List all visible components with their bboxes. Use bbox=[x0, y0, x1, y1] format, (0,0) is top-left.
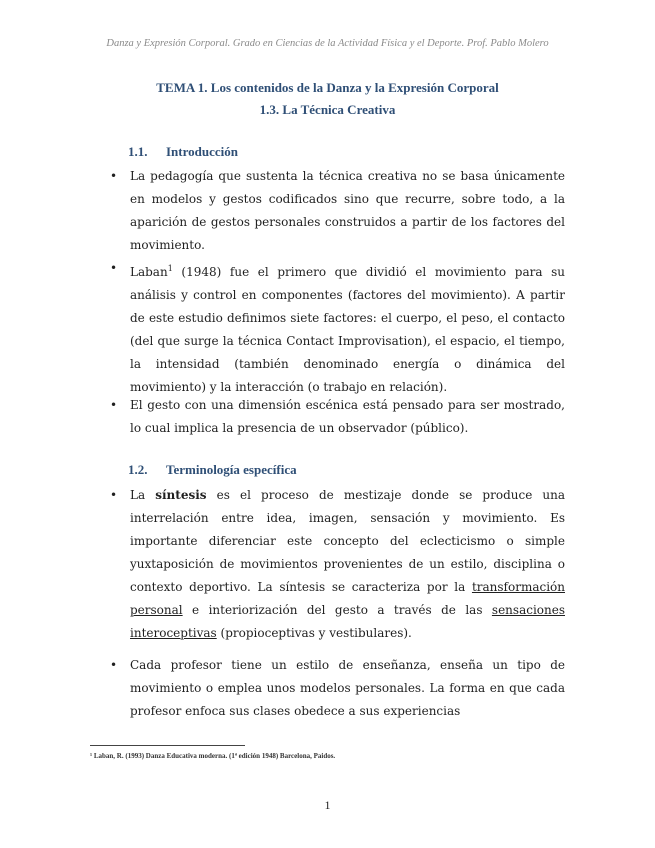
footnote: ¹ Laban, R. (1993) Danza Educativa moderna. (1ª edición 1948) Barcelona, Paidos. bbox=[90, 752, 336, 760]
section-number: 1.1. bbox=[128, 144, 148, 159]
running-header: Danza y Expresión Corporal. Grado en Ciencias de la Actividad Física y el Deporte. Prof. Pablo Molero bbox=[106, 38, 549, 49]
paragraph-text: La bbox=[130, 488, 156, 502]
paragraph: El gesto con una dimensión escénica está pensado para ser mostrado, lo cual implica la presencia de un observador (público). bbox=[130, 398, 565, 435]
document-title: TEMA 1. Los contenidos de la Danza y la Expresión Corporal bbox=[156, 80, 499, 95]
bullet-icon: • bbox=[110, 169, 118, 183]
paragraph-text: es el proceso de mestizaje donde se produce una interrelación entre idea, imagen, sensación y movimiento. Es importante diferenciar este concepto del eclecticismo o simple yuxtaposición de movimientos provenientes de un estilo, disciplina o contexto deportivo. La síntesis se caracteriza por la bbox=[130, 488, 566, 594]
list-item bbox=[110, 484, 565, 645]
paragraph: La pedagogía que sustenta la técnica creativa no se basa únicamente en modelos y gestos codificados sino que recurre, sobre todo, a la aparición de gestos personales construidos a partir de los factores del movimiento. bbox=[130, 169, 565, 252]
bullet-icon: • bbox=[110, 398, 118, 412]
paragraph-text: (propioceptivas y vestibulares). bbox=[216, 626, 412, 640]
author-name: Laban bbox=[130, 265, 168, 279]
paragraph-text: e interiorización del gesto a través de las bbox=[182, 603, 492, 617]
document-subtitle: 1.3. La Técnica Creativa bbox=[259, 102, 396, 117]
underlined-term: sensaciones interoceptivas bbox=[130, 603, 565, 640]
section-heading-terminologia bbox=[128, 462, 297, 478]
section-number: 1.2. bbox=[128, 462, 148, 477]
paragraph: Cada profesor tiene un estilo de enseñanza, enseña un tipo de movimiento o emplea unos modelos personales. La forma en que cada profesor enfoca sus clases obedece a sus experiencias bbox=[130, 658, 565, 718]
bullet-icon: • bbox=[110, 488, 118, 502]
section-title: Terminología específica bbox=[166, 462, 297, 477]
list-item bbox=[110, 257, 565, 399]
list-item bbox=[110, 394, 565, 440]
paragraph bbox=[130, 484, 565, 645]
page-number: 1 bbox=[324, 798, 331, 812]
paragraph-text: (1948) fue el primero que dividió el movimiento para su análisis y control en componentes (factores del movimiento). A partir de este estudio definimos siete factores: el cuerpo, el peso, el contacto (del que surge la técnica Contact Improvisation), el espacio, el tiempo, la intensidad (también denominado energía o dinámica del movimiento) y la interacción (o trabajo en relación). bbox=[130, 265, 565, 394]
bullet-icon: • bbox=[110, 658, 118, 672]
title-block bbox=[0, 77, 655, 121]
footnote-reference[interactable]: 1 bbox=[167, 264, 173, 273]
paragraph bbox=[130, 257, 565, 399]
list-item bbox=[110, 165, 565, 257]
section-heading-introduccion bbox=[128, 144, 238, 160]
list-item bbox=[110, 654, 565, 723]
section-title: Introducción bbox=[166, 144, 238, 159]
footnote-divider bbox=[90, 745, 245, 746]
bullet-icon: • bbox=[110, 261, 118, 275]
underlined-term: transformación personal bbox=[130, 580, 565, 617]
term-sintesis: síntesis bbox=[155, 488, 207, 502]
